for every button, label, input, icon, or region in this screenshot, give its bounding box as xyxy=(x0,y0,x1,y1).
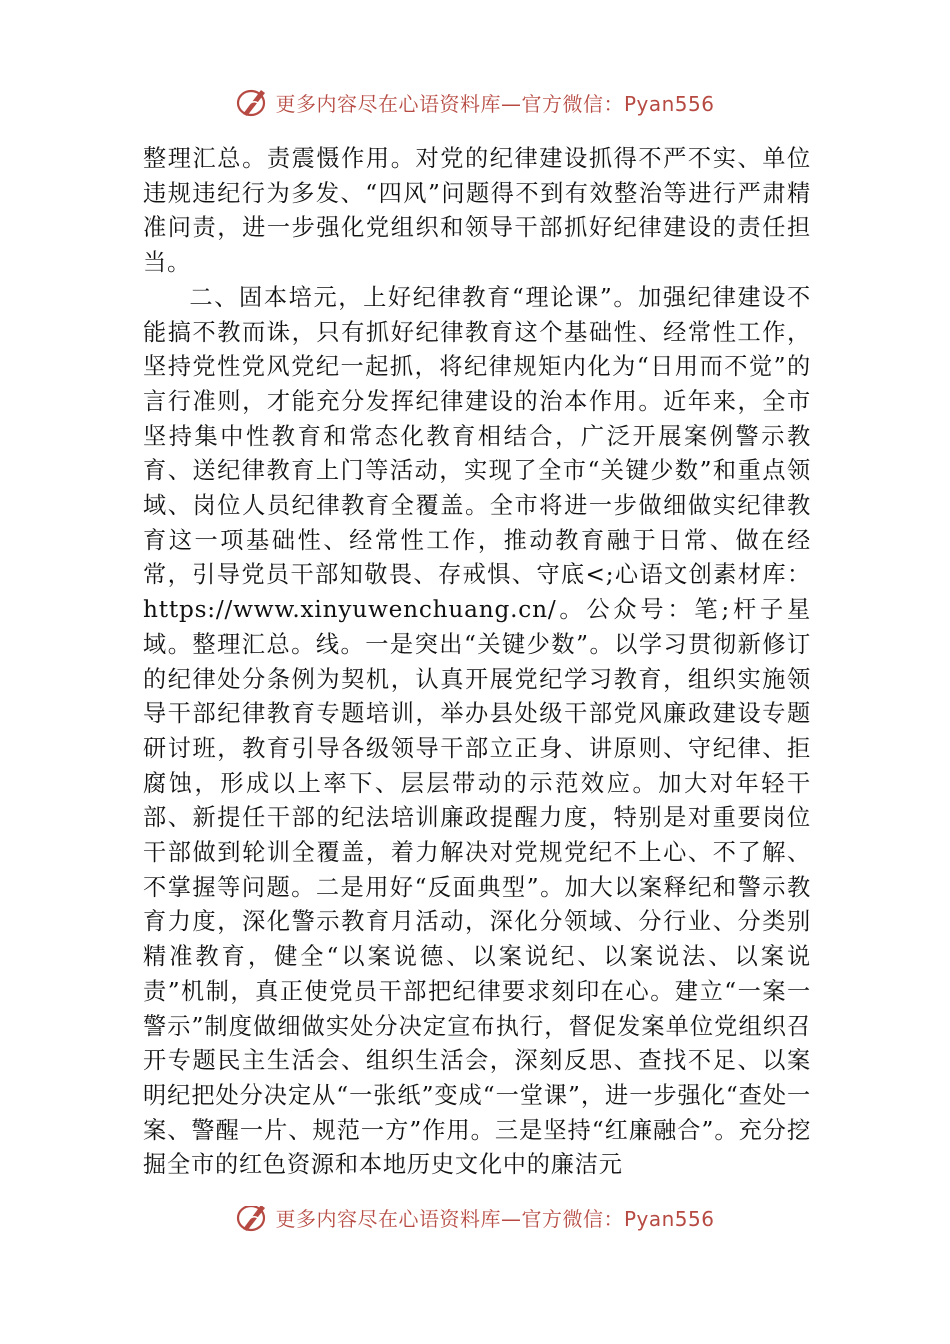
watermark-header xyxy=(0,80,950,124)
pen-logo-icon xyxy=(235,1206,271,1235)
pen-logo-icon xyxy=(235,84,271,120)
watermark-footer xyxy=(0,1206,950,1242)
paragraph-1: 整理汇总。责震慑作用。对党的纪律建设抓得不严不实、单位违规违纪行为多发、“四风”问题得不到有效整治等进行严肃精准问责，进一步强化党组织和领导干部抓好纪律建设的责任担当。 xyxy=(143,145,811,277)
paragraph-2: 二、固本培元，上好纪律教育“理论课”。加强纪律建设不能搞不教而诛，只有抓好纪律教育这个基础性、经常性工作，坚持党性党风党纪一起抓，将纪律规矩内化为“日用而不觉”的言行准则，才能充分发挥纪律建设的治本作用。近年来，全市坚持集中性教育和常态化教育相结合，广泛开展案例警示教育、送纪律教育上门等活动，实现了全市“关键少数”和重点领域、岗位人员纪律教育全覆盖。全市将进一步做细做实纪律教育这一项基础性、经常性工作，推动教育融于日常、做在经常，引导党员干部知敬畏、存戒惧、守底<;心语文创素材库：https://www.xinyuwenchuang.cn/。公众号：笔;杆子星域。整理汇总。线。一是突出“关键少数”。以学习贯彻新修订的纪律处分条例为契机，认真开展党纪学习教育，组织实施领导干部纪律教育专题培训，举办县处级干部党风廉政建设专题研讨班，教育引导各级领导干部立正身、讲原则、守纪律、拒腐蚀，形成以上率下、层层带动的示范效应。加大对年轻干部、新提任干部的纪法培训廉政提醒力度，特别是对重要岗位干部做到轮训全覆盖，着力解决对党规党纪不上心、不了解、不掌握等问题。二是用好“反面典型”。加大以案释纪和警示教育力度，深化警示教育月活动，深化分领域、分行业、分类别精准教育，健全“以案说德、以案说纪、以案说法、以案说责”机制，真正使党员干部把纪律要求刻印在心。建立“一案一警示”制度做细做实处分决定宣布执行，督促发案单位党组织召开专题民主生活会、组织生活会，深刻反思、查找不足、以案明纪把处分决定从“一张纸”变成“一堂课”，进一步强化“查处一案、警醒一片、规范一方”作用。三是坚持“红廉融合”。充分挖掘全市的红色资源和本地历史文化中的廉洁元 xyxy=(143,283,811,1179)
document-body xyxy=(143,142,811,1183)
watermark-text: 更多内容尽在心语资料库—官方微信：Pyan556 xyxy=(275,91,715,116)
watermark-text: 更多内容尽在心语资料库—官方微信：Pyan556 xyxy=(275,1206,715,1231)
